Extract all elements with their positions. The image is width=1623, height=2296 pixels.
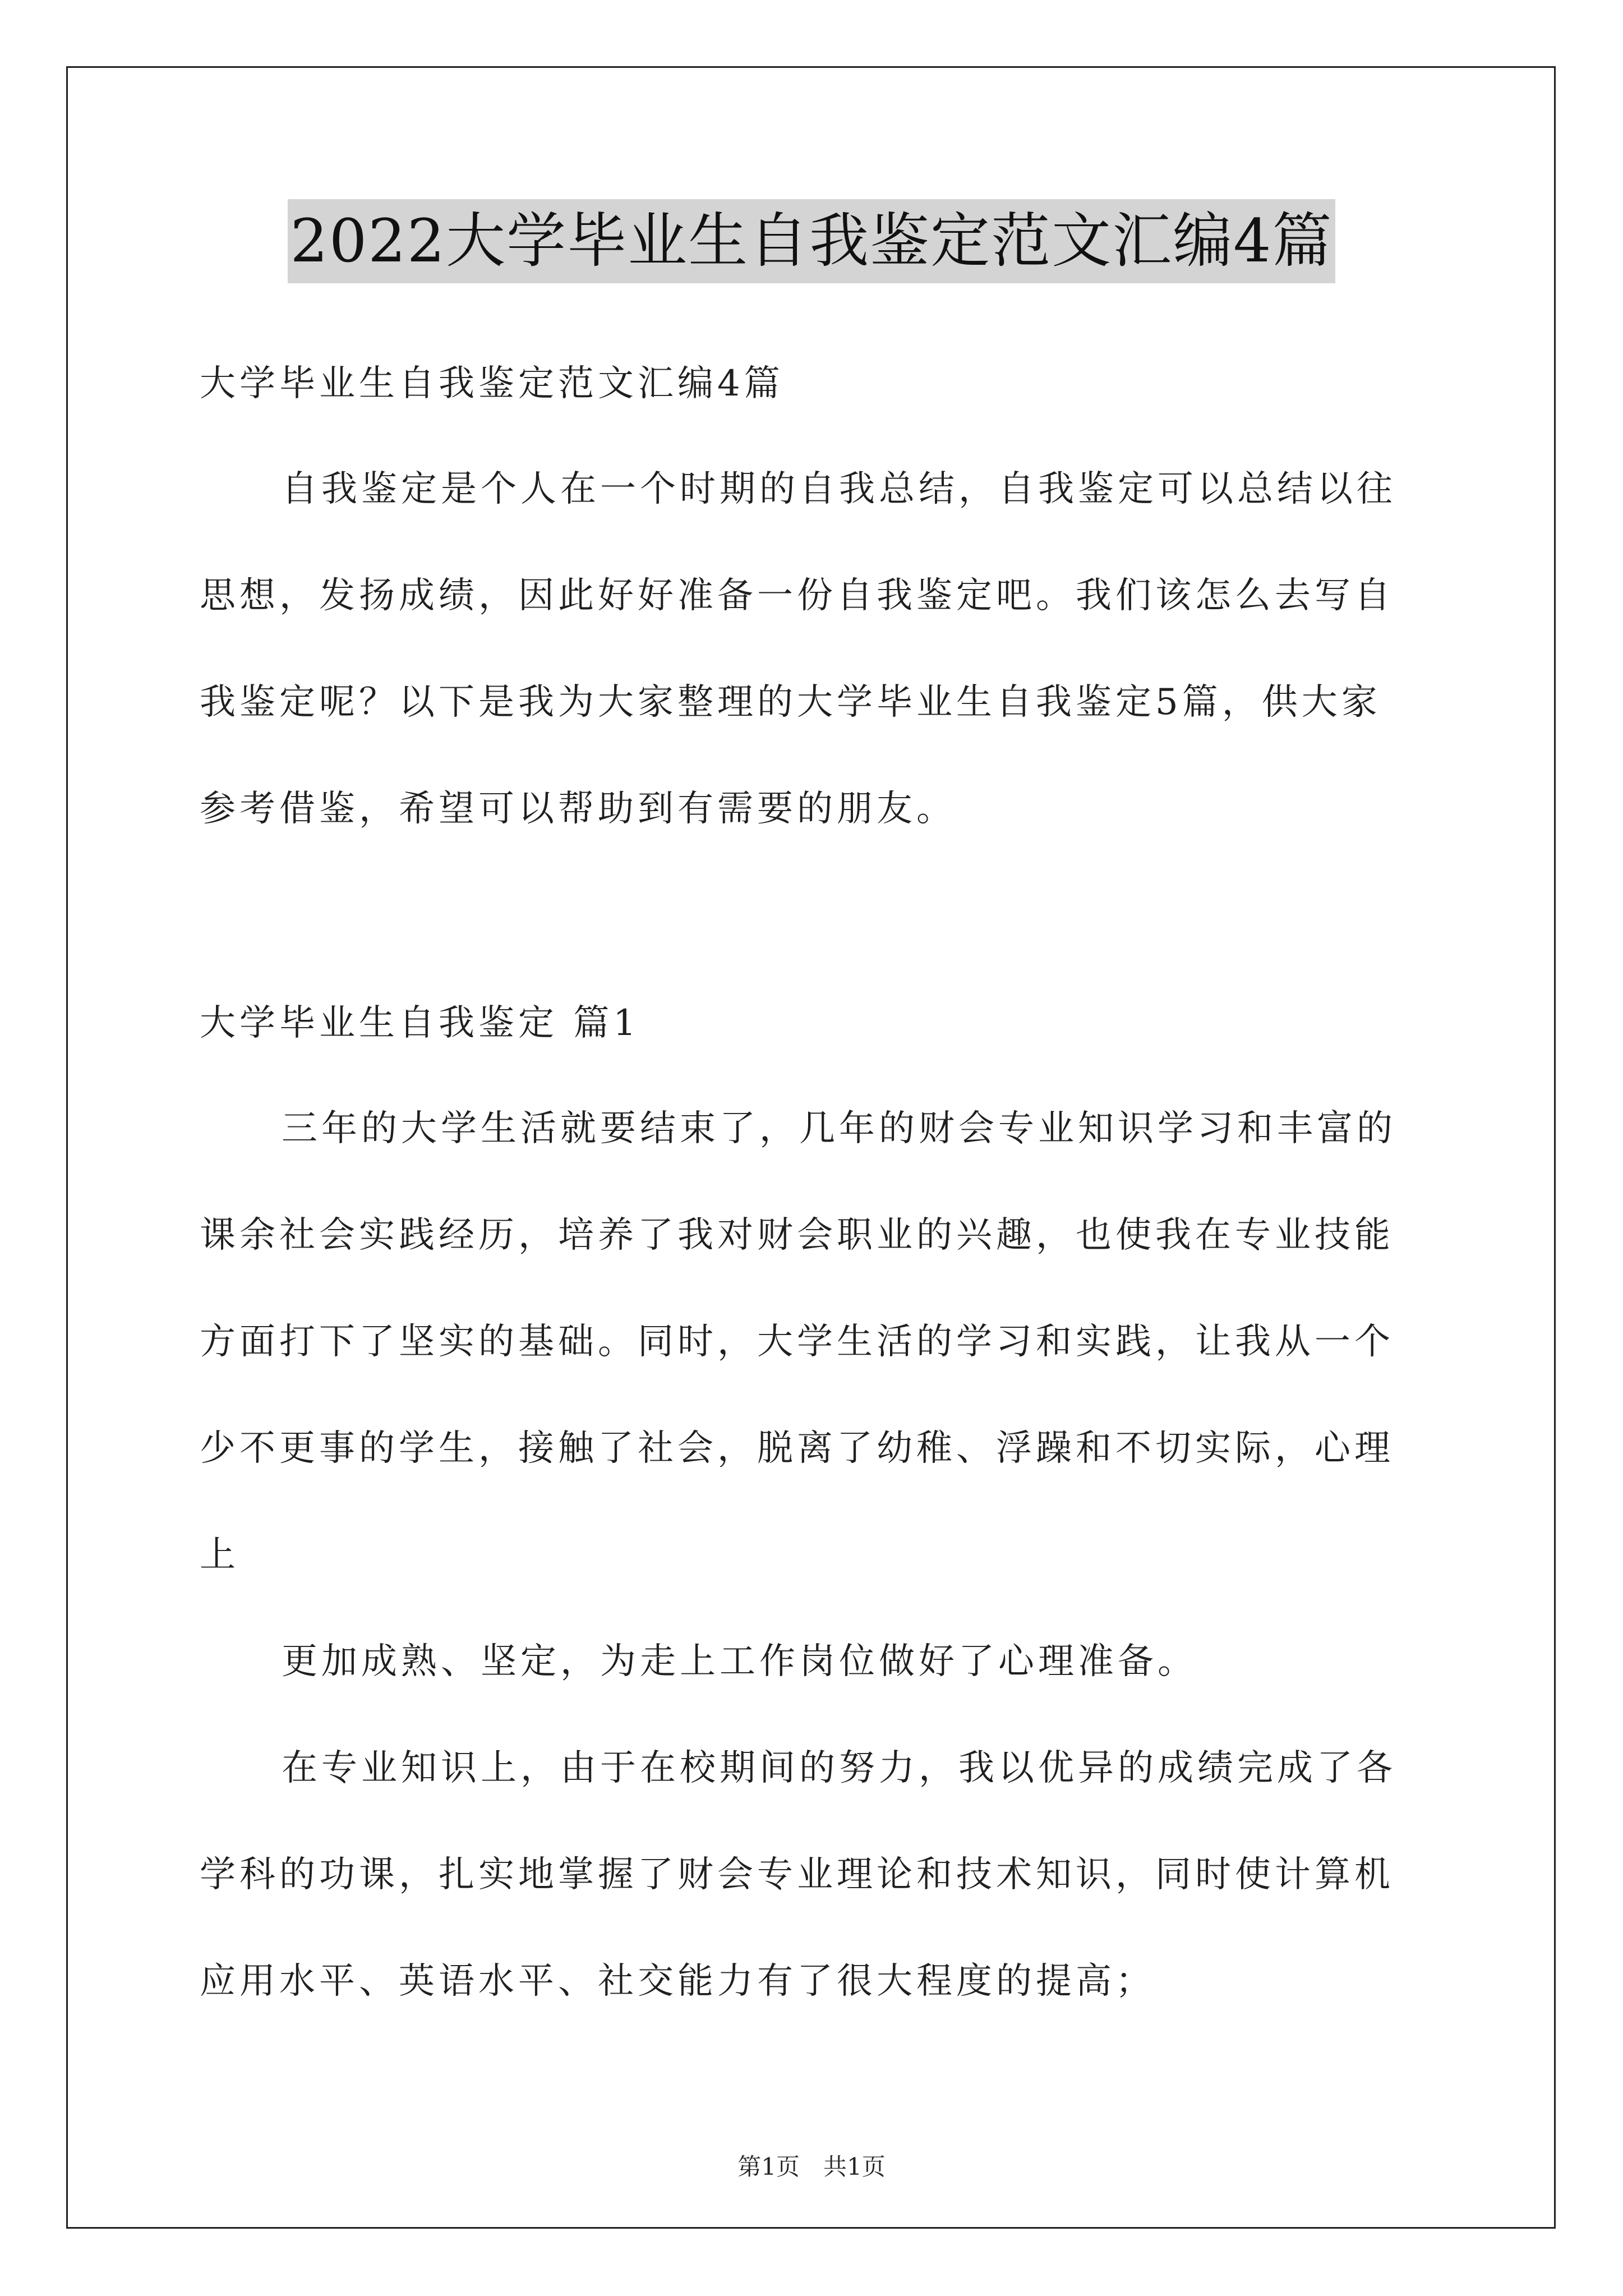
- document-title: 2022大学毕业生自我鉴定范文汇编4篇: [288, 199, 1335, 283]
- section-line-1: 三年的大学生活就要结束了，几年的财会专业知识学习和丰富的: [282, 1108, 1396, 1149]
- section-heading: 大学毕业生自我鉴定 篇1: [200, 1002, 640, 1044]
- section-line-9: 应用水平、英语水平、社交能力有了很大程度的提高；: [200, 1961, 1155, 2002]
- title-container: [0, 199, 1623, 283]
- section-line-2: 课余社会实践经历，培养了我对财会职业的兴趣，也使我在专业技能: [200, 1214, 1394, 1256]
- page-footer: 第1页 共1页: [737, 2153, 886, 2180]
- section-line-7: 在专业知识上，由于在校期间的努力，我以优异的成绩完成了各: [282, 1747, 1396, 1789]
- intro-line-2: 思想，发扬成绩，因此好好准备一份自我鉴定吧。我们该怎么去写自: [200, 575, 1394, 616]
- intro-line-3: 我鉴定呢？以下是我为大家整理的大学毕业生自我鉴定5篇，供大家: [200, 682, 1381, 723]
- intro-line-1: 自我鉴定是个人在一个时期的自我总结，自我鉴定可以总结以往: [282, 468, 1396, 510]
- section-line-6: 更加成熟、坚定，为走上工作岗位做好了心理准备。: [282, 1641, 1197, 1682]
- intro-line-4: 参考借鉴，希望可以帮助到有需要的朋友。: [200, 788, 956, 830]
- section-line-5: 上: [200, 1534, 239, 1576]
- section-line-8: 学科的功课，扎实地掌握了财会专业理论和技术知识，同时使计算机: [200, 1854, 1394, 1895]
- section-line-4: 少不更事的学生，接触了社会，脱离了幼稚、浮躁和不切实际，心理: [200, 1428, 1394, 1469]
- section-line-3: 方面打下了坚实的基础。同时，大学生活的学习和实践，让我从一个: [200, 1321, 1394, 1363]
- subtitle: 大学毕业生自我鉴定范文汇编4篇: [200, 363, 784, 404]
